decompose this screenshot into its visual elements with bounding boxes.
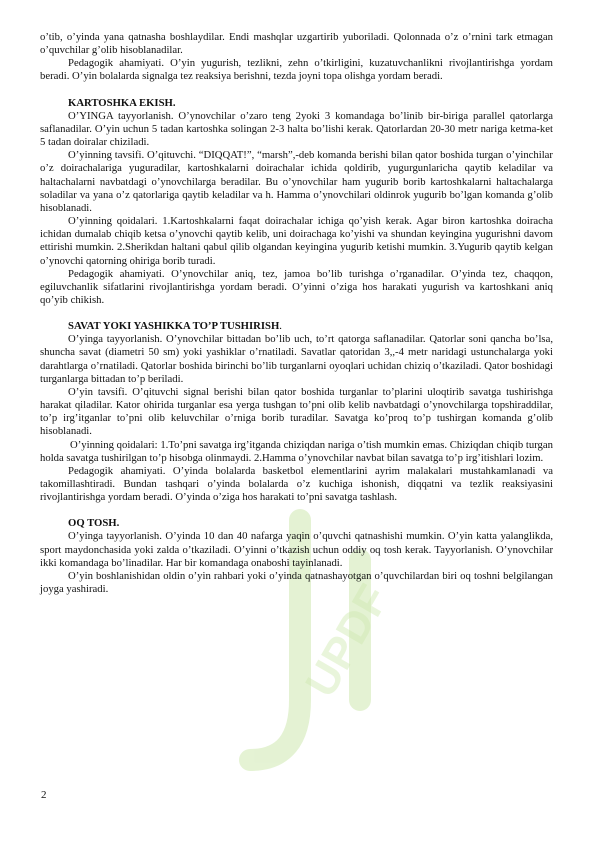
section2-paragraph: O’yin tavsifi. O’qituvchi signal berishi bilan qator boshida turganlar to’plarini uloqtirib savatga tushirishga harakat qiladilar. Kator ohirida turganlar esa yerga tushgan to’pni olib kelib navbatdagi o’ynovchilarga topshiraddilar, to’p irg’itganlar to’pni olib keluvchilar o’rniga borib turadilar. Savatga ko’proq to’p tushirgan komanda g’olib hisoblanadi. (40, 385, 553, 438)
section2-paragraph: O’yinga tayyorlanish. O’ynovchilar bittadan bo’lib uch, to’rt qatorga saflanadilar. Qatorlar soni qancha bo’lsa, shuncha savat (diametri 50 sm) yoki yashiklar o’rnatiladi. Savatlar qatoridan 3,,-4 metr naridagi ustunchalarga yoki darahtlarga o’rnatiladi. Qatorlar boshida birinchi bo’lib turganlarni oyoqlari uchidan chiziq o’tkaziladi. Qator boshidagi turganlarga bittadan to’p beriladi. (40, 333, 553, 385)
section1-paragraph: Pedagogik ahamiyati. O’ynovchilar aniq, tez, jamoa bo’lib turishga o’rganadilar. O’yinda tez, chaqqon, egiluvchanlik sifatlarini rivojlantirishga yordam beradi. O’yinni o’ziga hos harakati yugurish va kartoshkani aniq qo’yib chikish. (40, 267, 553, 306)
section-heading-savat (40, 320, 553, 333)
section-heading-kartoshka-ekish: KARTOSHKA EKISH. (68, 96, 176, 109)
document-page (40, 31, 553, 596)
section2-title-suffix: . (279, 320, 282, 333)
intro-paragraph: o’tib, o’yinda yana qatnasha boshlaydilar. Endi mashqlar uzgartirib yuboriladi. Qolonnada o’z o’rnini tark etmagan o’quvchilar g’olib hisoblanadilar. (40, 31, 553, 57)
section2-paragraph: Pedagogik ahamiyati. O’yinda bolalarda basketbol elementlarini ayrim malakalari mustahkamlanadi va takomillashtiradi. Bundan tashqari o’yinda bolalarda o’z kuchiga ishonish, diqqatni va tezlik reaksiyasini rivojlantirishga yordam beradi. O’yinda o’ziga hos harakati to’pni savatga tashlash. (40, 464, 553, 504)
section1-paragraph: O’yinning tavsifi. O’qituvchi. “DIQQAT!”, “marsh”,-deb komanda berishi bilan qator boshida turgan o’yinchilar o’z doirachalariga yuguradilar, kartoshkalarni doirachalar ichida qoldirib, yugurgunlaricha qaytib keladilar va haltachalarni navbatdagi o’ynovchilarga beradilar. Bu o’ynovchilar ham yugurib borib kartoshkalarni haltachalarga soladilar va yana o’z qatorlariga qaytib keladilar va h. Hamma o’ynovchilari oldinrok yugurib bo’lgan komanda g’olib hisoblanadi. (40, 149, 553, 214)
section1-paragraph: O’YINGA tayyorlanish. O’ynovchilar o’zaro teng 2yoki 3 komandaga bo’linib bir-biriga parallel qatorlarga saflanadilar. O’yin uchun 5 tadan kartoshka solingan 2-3 halta bo’lishi kerak. Qatorlardan 20-30 metr nariga ketma-ket 5 tadan doiralar chiziladi. (40, 109, 553, 149)
section-heading-oq-tosh: OQ TOSH. (68, 517, 120, 530)
section2-title-text: SAVAT YOKI YASHIKKA TO’P TUSHIRISH (68, 320, 280, 333)
section2-paragraph: O’yinning qoidalari: 1.To’pni savatga irg’itganda chiziqdan nariga o’tish mumkin emas. Chiziqdan chiqib turgan holda savatga tushirilgan to’p hisobga olinmaydi. 2.Hamma o’ynovchilar navbat bilan savatga to’p irg’itishlari lozim. (40, 438, 553, 464)
section1-paragraph: O’yinning qoidalari. 1.Kartoshkalarni faqat doirachalar ichiga qo’yish kerak. Agar biron kartoshka doiracha ichidan dumalab chiqib ketsa o’ynovchi qaytib kelib, uni doirachaga ko’yishi va shundan keyingina yugurishni davom ettirishi mumkin. 2.Sherikdan haltani qabul qilib olgandan keyingina yugurib ketishi mumkin. 3.Yugurib qaytib kelgan o’ynovchi qatorning ohiriga borib turadi. (40, 215, 553, 267)
svg-text:UPDF: UPDF (296, 576, 399, 705)
intro-pedagogical-paragraph: Pedagogik ahamiyati. O’yin yugurish, tezlikni, zehn o’tkirligini, kuzatuvchanlikni rivojlantirishga yordam beradi. O’yin bolalarda signalga tez reaksiya berishni, tezda joyni topa olishga yordam beradi. (40, 57, 553, 83)
page-number: 2 (41, 789, 47, 801)
section3-paragraph: O’yinga tayyorlanish. O’yinda 10 dan 40 nafarga yaqin o’quvchi qatnashishi mumkin. O’yin katta yalanglikda, sport maydonchasida yoki zalda o’tkaziladi. O’yinni o’tkazish uchun oddiy oq tosh kerak. Tayyorlanish. O’ynovchilar ikki komandaga bo’linadilar. Har bir komandaga onaboshi tayinlanadi. (40, 530, 553, 569)
section3-paragraph: O’yin boshlanishidan oldin o’yin rahbari yoki o’yinda qatnashayotgan o’quvchilardan biri oq toshni belgilangan joyga yashiradi. (40, 569, 553, 596)
